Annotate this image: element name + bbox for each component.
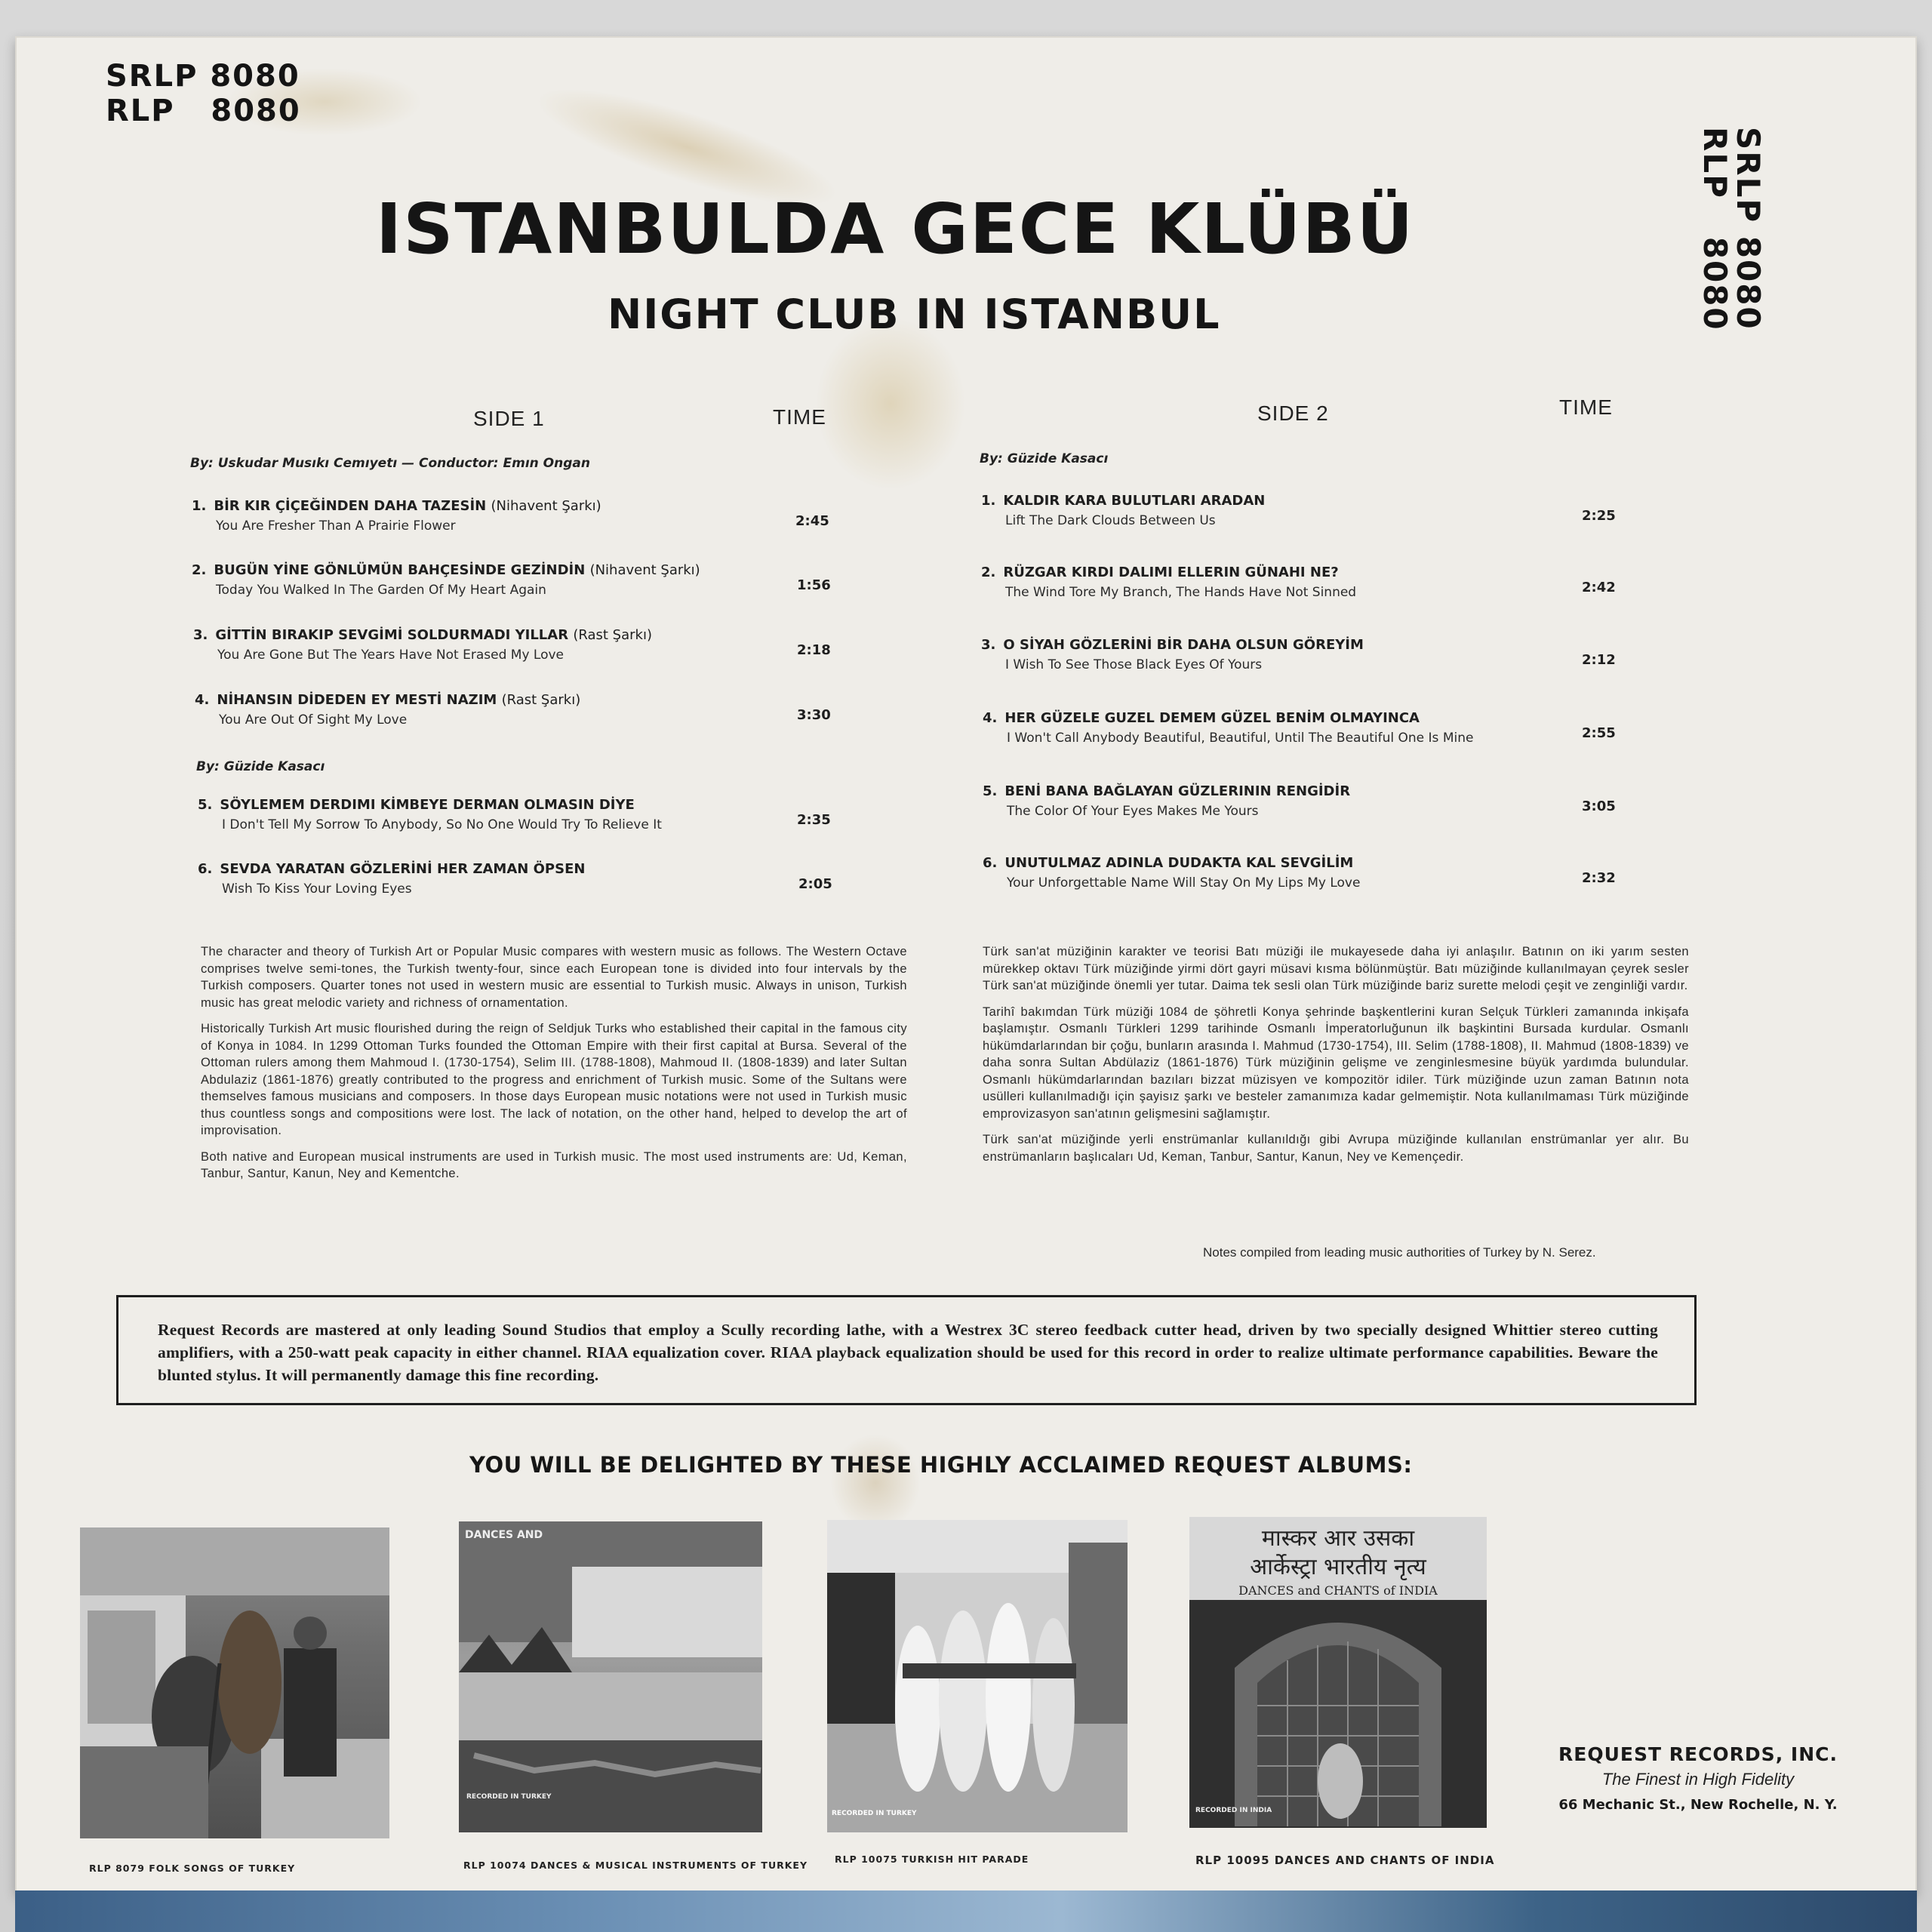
- track-english-title: I Won't Call Anybody Beautiful, Beautiful, Until The Beautiful One Is Mine: [1007, 731, 1474, 746]
- side2-heading: SIDE 2: [1257, 401, 1329, 425]
- track-english-title: You Are Gone But The Years Have Not Erased My Love: [217, 648, 564, 663]
- mastering-notice-box: [116, 1295, 1697, 1405]
- notes-paragraph: Türk san'at müziğinin karakter ve teorisi Batı müziği ile mukayesede daha iyi anlaşılır. Batının on iki yarım sesten mürekkep oktavı Türk müziğinde yirmi dört gayri müsavi kısma bölünmüştür. Batı müziğinde kullanılmayan çeyrek sesler Türk san'at müziğinde önemli yer tutar. Daima tek sesli olan Türk müziğinde bariz surette melodi çeşit ve zenginliği vardır.: [983, 945, 1689, 992]
- liner-notes-turkish: [983, 943, 1689, 1174]
- track-english-title: Today You Walked In The Garden Of My Heart Again: [216, 583, 546, 598]
- album-cover-art: [827, 1520, 1128, 1832]
- album-cover-turkish-hit-parade: [827, 1520, 1128, 1832]
- album-caption: RLP 10075 TURKISH HIT PARADE: [835, 1854, 1029, 1865]
- notes-credit: Notes compiled from leading music authorities of Turkey by N. Serez.: [1203, 1245, 1596, 1260]
- side2-time-heading: TIME: [1559, 395, 1613, 419]
- track-mode: (Nihavent Şarkı): [491, 498, 601, 514]
- catalog-srlp: SRLP 8080: [106, 59, 300, 94]
- stain-mark: [815, 317, 966, 491]
- track-number: 2.: [192, 562, 207, 578]
- side2-by-line: By: Güzide Kasacı: [980, 451, 1109, 466]
- track-number: 5.: [198, 797, 213, 813]
- liner-notes-english: [201, 943, 907, 1192]
- track-time: 2:18: [797, 642, 831, 658]
- track-row: [983, 783, 1632, 819]
- track-number: 4.: [983, 710, 998, 726]
- track-time: 2:25: [1582, 508, 1616, 524]
- track-row: [983, 710, 1632, 746]
- track-english-title: You Are Fresher Than A Prairie Flower: [216, 518, 456, 534]
- track-title: UNUTULMAZ ADINLA DUDAKTA KAL SEVGİLİM: [1004, 855, 1354, 871]
- album-cover-label: RECORDED IN TURKEY: [466, 1793, 552, 1801]
- album-caption: RLP 8079 FOLK SONGS OF TURKEY: [89, 1863, 296, 1874]
- spine-catalog-rlp: RLP 8080: [1697, 127, 1734, 331]
- track-english-title: The Wind Tore My Branch, The Hands Have Not Sinned: [1005, 585, 1357, 600]
- track-number: 6.: [198, 861, 213, 877]
- album-cover-art: [459, 1521, 762, 1832]
- track-title: SÖYLEMEM DERDIMI KİMBEYE DERMAN OLMASIN DİYE: [220, 797, 635, 813]
- promo-heading: YOU WILL BE DELIGHTED BY THESE HIGHLY ACCLAIMED REQUEST ALBUMS:: [469, 1452, 1413, 1478]
- track-number: 6.: [983, 855, 998, 871]
- album-subtitle: NIGHT CLUB IN ISTANBUL: [608, 291, 1221, 338]
- track-row: [981, 637, 1630, 672]
- track-row: [983, 855, 1632, 891]
- track-english-title: Lift The Dark Clouds Between Us: [1005, 513, 1216, 528]
- album-caption: RLP 10095 DANCES AND CHANTS OF INDIA: [1195, 1854, 1495, 1867]
- album-cover-label: RECORDED IN TURKEY: [832, 1810, 917, 1817]
- album-cover-hindi-title: मास्कर आर उसका: [1261, 1525, 1415, 1552]
- album-cover-art: [1189, 1600, 1487, 1828]
- track-english-title: Your Unforgettable Name Will Stay On My Lips My Love: [1007, 875, 1361, 891]
- side1-by-line-2: By: Güzide Kasacı: [196, 759, 325, 774]
- spine-catalog-srlp: SRLP 8080: [1730, 127, 1767, 331]
- track-mode: (Nihavent Şarkı): [589, 562, 700, 578]
- side1-heading: SIDE 1: [473, 407, 545, 430]
- track-english-title: The Color Of Your Eyes Makes Me Yours: [1007, 804, 1259, 819]
- album-cover-hindi-subtitle: आर्केस्ट्रा भारतीय नृत्य: [1250, 1554, 1426, 1580]
- track-time: 2:35: [797, 812, 831, 828]
- track-mode: (Rast Şarkı): [573, 627, 652, 643]
- company-name: REQUEST RECORDS, INC.: [1558, 1743, 1838, 1765]
- album-cover-india: [1189, 1517, 1487, 1828]
- track-number: 1.: [981, 493, 996, 509]
- track-number: 5.: [983, 783, 998, 799]
- track-time: 2:45: [795, 513, 829, 529]
- track-time: 2:05: [798, 876, 832, 892]
- track-title: GİTTİN BIRAKIP SEVGİMİ SOLDURMADI YILLAR: [215, 627, 569, 643]
- track-time: 2:55: [1582, 725, 1616, 741]
- catalog-rlp: RLP 8080: [106, 94, 301, 128]
- track-title: BUGÜN YİNE GÖNLÜMÜN BAHÇESİNDE GEZİNDİN: [214, 562, 586, 578]
- track-title: RÜZGAR KIRDI DALIMI ELLERIN GÜNAHI NE?: [1003, 565, 1339, 580]
- notes-paragraph: Both native and European musical instruments are used in Turkish music. The most used instruments are: Ud, Keman, Tanbur, Santur, Kanun, Ney and Kementche.: [201, 1149, 907, 1180]
- notes-paragraph: Historically Turkish Art music flourished during the reign of Seldjuk Turks who established their capital in the famous city of Konya in 1084. In 1299 Ottoman Turks founded the Ottoman Empire with their first capital at Bursa. Several of the Ottoman rulers among them Mahmoud I. (1730-1754), Selim III. (1788-1808), Mahmoud II. (1808-1839) and later Sultan Abdulaziz (1861-1876) greatly contributed to the progress and enrichment of Turkish music. Some of the Sultans were themselves famous musicians and composers. In those days European music notations were not used in Turkish music thus countless songs and compositions were lost. The lack of notation, on the other hand, helped to develop the art of improvisation.: [201, 1022, 907, 1137]
- track-number: 3.: [193, 627, 208, 643]
- track-row: [198, 861, 847, 897]
- track-number: 1.: [192, 498, 207, 514]
- track-title: BİR KIR ÇİÇEĞİNDEN DAHA TAZESİN: [214, 498, 487, 514]
- track-title: SEVDA YARATAN GÖZLERİNİ HER ZAMAN ÖPSEN: [220, 861, 586, 877]
- record-edge-strip: [15, 1890, 1917, 1932]
- track-title: BENİ BANA BAĞLAYAN GÜZLERININ RENGİDİR: [1004, 783, 1351, 799]
- album-caption: RLP 10074 DANCES & MUSICAL INSTRUMENTS OF TURKEY: [463, 1860, 808, 1871]
- track-time: 3:05: [1582, 798, 1616, 814]
- track-english-title: I Wish To See Those Black Eyes Of Yours: [1005, 657, 1263, 672]
- track-row: [981, 565, 1630, 600]
- notes-paragraph: The character and theory of Turkish Art or Popular Music compares with western music as follows. The Western Octave comprises twelve semi-tones, the Turkish twenty-four, since each European tone is divided into four intervals by the Turkish composers. Quarter tones not used in western music are essential to Turkish music. Always in unison, Turkish music has great melodic variety and richness of ornamentation.: [201, 945, 907, 1010]
- track-time: 2:32: [1582, 870, 1616, 886]
- track-row: [192, 498, 841, 534]
- track-time: 2:12: [1582, 652, 1616, 668]
- side1-by-line: By: Uskudar Musıkı Cemıyetı — Conductor: Emın Ongan: [190, 456, 590, 471]
- notes-paragraph: Türk san'at müziğinde yerli enstrümanlar kullanıldığı gibi Avrupa müziğinde kullanılan enstrümanlar yer alır. Bu enstrümanların başlıcaları Ud, Keman, Tanbur, Santur, Kanun, Ney ve Kemençedir.: [983, 1133, 1689, 1164]
- track-title: HER GÜZELE GUZEL DEMEM GÜZEL BENİM OLMAYINCA: [1004, 710, 1420, 726]
- track-number: 2.: [981, 565, 996, 580]
- album-cover-folk-songs: [80, 1527, 389, 1838]
- album-cover-label: RECORDED IN INDIA: [1195, 1807, 1272, 1814]
- track-time: 1:56: [797, 577, 831, 593]
- record-company-block: [1540, 1743, 1857, 1813]
- track-time: 3:30: [797, 707, 831, 723]
- album-cover-dances-instruments: [459, 1521, 762, 1832]
- company-address: 66 Mechanic St., New Rochelle, N. Y.: [1558, 1797, 1838, 1813]
- track-title: NİHANSIN DİDEDEN EY MESTİ NAZIM: [217, 692, 497, 708]
- company-tagline: The Finest in High Fidelity: [1601, 1770, 1795, 1789]
- track-title: O SİYAH GÖZLERİNİ BİR DAHA OLSUN GÖREYİM: [1003, 637, 1364, 653]
- spine-catalog-numbers: [1697, 127, 1767, 368]
- track-row: [193, 627, 842, 663]
- track-mode: (Rast Şarkı): [501, 692, 581, 708]
- stain-mark: [830, 1434, 921, 1532]
- side1-time-heading: TIME: [773, 405, 826, 429]
- track-title: KALDIR KARA BULUTLARI ARADAN: [1003, 493, 1266, 509]
- track-row: [198, 797, 847, 832]
- album-title: ISTANBULDA GECE KLÜBÜ: [376, 189, 1415, 269]
- track-english-title: You Are Out Of Sight My Love: [219, 712, 408, 728]
- track-number: 3.: [981, 637, 996, 653]
- album-cover-title: DANCES AND: [465, 1529, 543, 1541]
- track-english-title: I Don't Tell My Sorrow To Anybody, So No One Would Try To Relieve It: [222, 817, 662, 832]
- album-cover-title: DANCES and CHANTS of INDIA: [1238, 1583, 1438, 1598]
- catalog-numbers: [106, 59, 301, 128]
- track-number: 4.: [195, 692, 210, 708]
- track-row: [195, 692, 844, 728]
- track-row: [192, 562, 841, 598]
- track-row: [981, 493, 1630, 528]
- mastering-notice-text: Request Records are mastered at only leading Sound Studios that employ a Scully recording lathe, with a Westrex 3C stereo feedback cutter head, driven by two specially designed Whittier stereo cutting amplifiers, with a 250-watt peak capacity in either channel. RIAA equalization cover. RIAA playback equalization should be used for this record in order to realize ultimate performance capabilities. Beware the blunted stylus. It will permanently damage this fine recording.: [158, 1321, 1658, 1384]
- track-english-title: Wish To Kiss Your Loving Eyes: [222, 881, 412, 897]
- album-cover-art: [80, 1527, 389, 1838]
- track-time: 2:42: [1582, 580, 1616, 595]
- notes-paragraph: Tarihî bakımdan Türk müziği 1084 de şöhretli Konya şehrinde başkentlerini kuran Selçuk Türkleri zamanında inkişafa başlamıştır. Osmanlı Türkleri 1299 tarihinde Osmanlı İmperatorluğunun ilk başkintini Bursada kurdular. Osmanlı hükümdarlarından bir çoğu, bunların arasında I. Mahmud (1730-1754), III. Selim (1788-1808), II. Mahmud (1808-1839) ve daha sonra Sultan Abdülaziz (1861-1876) Türk müziğinin gelişme ve zenginlesmesine büyük yardımda bulundular. Osmanlı hükümdarlarından bazıları bizzat müzisyen ve kompozitör idiler. Türk müziğinde uzun zaman Batının nota usülleri kullanılmadığı için şayisız şarkı ve besteler zamanımıza kadar gelmemiştir. Nota kullanılmaması Türk müziğinde emprovizasyon san'atının gelişmesini sağlamıştır.: [983, 1004, 1689, 1121]
